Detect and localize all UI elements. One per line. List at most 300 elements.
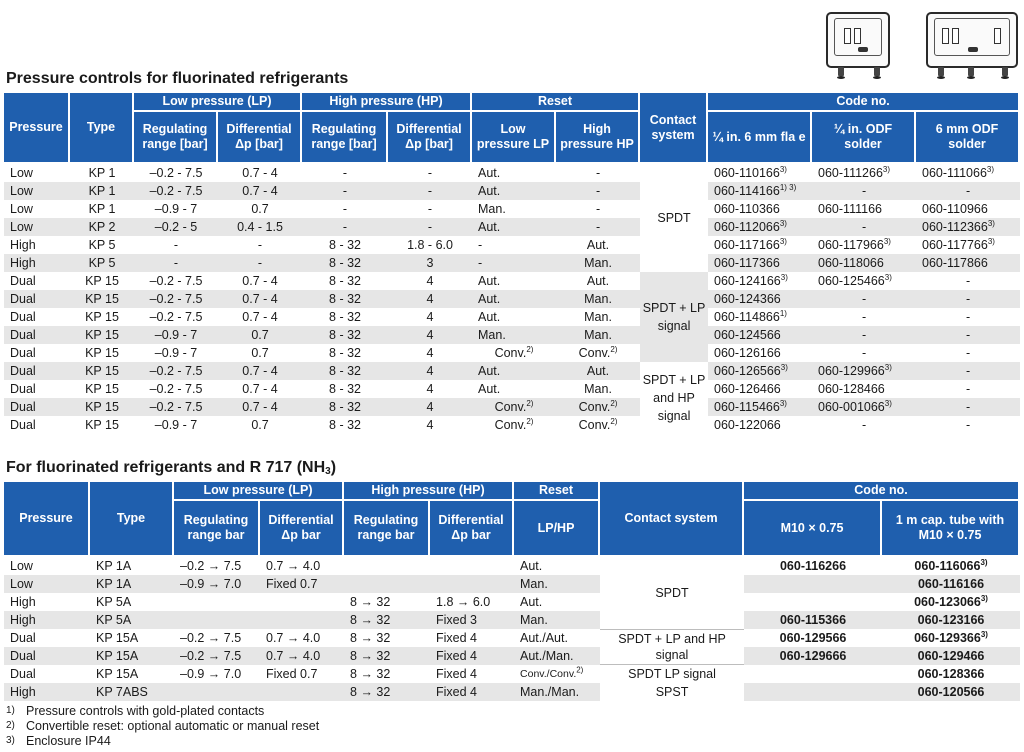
- code-6mm-cell: -: [916, 290, 1020, 308]
- group-low-pressure: Low pressure (LP): [174, 482, 344, 501]
- lp-diff-cell: 0.7: [218, 344, 302, 362]
- hp-diff-cell: 4: [388, 272, 472, 290]
- table1-title: Pressure controls for fluorinated refrigerants: [6, 70, 349, 87]
- hp-diff-cell: -: [388, 164, 472, 182]
- table-row: [4, 593, 1020, 611]
- col-hp-differential: Differential Δp bar: [430, 501, 514, 557]
- hp-range-cell: 8 - 32: [302, 380, 388, 398]
- lp-diff-cell: 0.7 - 4: [218, 164, 302, 182]
- type-cell: KP 7ABS: [90, 683, 174, 701]
- type-cell: KP 5A: [90, 611, 174, 629]
- lp-diff-cell: 0.7 - 4: [218, 308, 302, 326]
- code-cap-tube-cell: 060-129366$^{3)}$: [882, 629, 1020, 647]
- table-row: [4, 200, 1020, 218]
- reset-lp-cell: Conv.$^{2)}$: [472, 416, 556, 434]
- hp-range-cell: 8 - 32: [302, 344, 388, 362]
- type-cell: KP 5: [70, 254, 134, 272]
- hp-diff-cell: 4: [388, 308, 472, 326]
- footnote-mark: 3): [6, 735, 15, 746]
- code-odf-cell: 060-117966$^{3)}$: [812, 236, 916, 254]
- code-odf-cell: 060-129966$^{3)}$: [812, 362, 916, 380]
- code-odf-cell: -: [812, 416, 916, 434]
- reset-lp-cell: Aut.: [472, 272, 556, 290]
- footnote-text: Convertible reset: optional automatic or manual reset: [26, 719, 320, 733]
- code-odf-cell: -: [812, 308, 916, 326]
- lp-diff-cell: -: [218, 254, 302, 272]
- table-row: [4, 398, 1020, 416]
- col-contact-system: Contact system: [600, 482, 744, 557]
- pressure-cell: High: [4, 254, 70, 272]
- hp-range-cell: -: [302, 218, 388, 236]
- footnote: [6, 734, 319, 749]
- pressure-cell: Dual: [4, 629, 90, 647]
- code-cap-tube-cell: 060-123166: [882, 611, 1020, 629]
- type-cell: KP 1A: [90, 575, 174, 593]
- reset-cell: Man./Man.: [514, 683, 600, 701]
- reset-lp-cell: Aut.: [472, 218, 556, 236]
- hp-range-cell: -: [302, 182, 388, 200]
- code-6mm-cell: 060-111066$^{3)}$: [916, 164, 1020, 182]
- pressure-cell: Dual: [4, 308, 70, 326]
- lp-diff-cell: 0.7 - 4: [218, 398, 302, 416]
- code-6mm-cell: -: [916, 182, 1020, 200]
- hp-diff-cell: -: [388, 182, 472, 200]
- hp-range-cell: 8 → 32: [344, 665, 430, 683]
- reset-lp-cell: -: [472, 236, 556, 254]
- code-odf-cell: -: [812, 290, 916, 308]
- code-odf-cell: -: [812, 218, 916, 236]
- lp-range-cell: –0.9 - 7: [134, 416, 218, 434]
- lp-range-cell: [174, 593, 260, 611]
- hp-diff-cell: 4: [388, 380, 472, 398]
- pressure-cell: Dual: [4, 398, 70, 416]
- type-cell: KP 5A: [90, 593, 174, 611]
- lp-range-cell: –0.2 - 7.5: [134, 308, 218, 326]
- code-m10-cell: 060-129666: [744, 647, 882, 665]
- pressure-cell: Dual: [4, 362, 70, 380]
- group-reset: Reset: [472, 93, 640, 112]
- code-6mm-cell: -: [916, 272, 1020, 290]
- fluorinated-nh3-controls-table: [4, 482, 1020, 701]
- pressure-cell: Dual: [4, 647, 90, 665]
- col-lp-regulating-range: Regulating range bar: [174, 501, 260, 557]
- lp-range-cell: -: [134, 236, 218, 254]
- hp-range-cell: -: [302, 164, 388, 182]
- code-flare-cell: 060-110366: [708, 200, 812, 218]
- group-high-pressure: High pressure (HP): [344, 482, 514, 501]
- reset-hp-cell: Man.: [556, 290, 640, 308]
- table-row: [4, 254, 1020, 272]
- reset-lp-cell: Man.: [472, 326, 556, 344]
- code-m10-cell: 060-115366: [744, 611, 882, 629]
- col-reset-lp: Low pressure LP: [472, 112, 556, 164]
- code-odf-cell: 060-111166: [812, 200, 916, 218]
- table-row: [4, 164, 1020, 182]
- hp-diff-cell: 4: [388, 416, 472, 434]
- table-row: [4, 629, 1020, 647]
- code-m10-cell: 060-129566: [744, 629, 882, 647]
- reset-lp-cell: Aut.: [472, 164, 556, 182]
- hp-diff-cell: Fixed 4: [430, 665, 514, 683]
- lp-diff-cell: Fixed 0.7: [260, 575, 344, 593]
- lp-diff-cell: 0.7: [218, 200, 302, 218]
- type-cell: KP 15A: [90, 629, 174, 647]
- code-flare-cell: 060-112066$^{3)}$: [708, 218, 812, 236]
- reset-hp-cell: -: [556, 200, 640, 218]
- table-row: [4, 416, 1020, 434]
- reset-lp-cell: Conv.$^{2)}$: [472, 398, 556, 416]
- code-m10-cell: [744, 593, 882, 611]
- hp-diff-cell: -: [388, 200, 472, 218]
- code-6mm-cell: 060-117766$^{3)}$: [916, 236, 1020, 254]
- lp-diff-cell: 0.7: [218, 416, 302, 434]
- lp-range-cell: –0.9 → 7.0: [174, 575, 260, 593]
- reset-hp-cell: Man.: [556, 380, 640, 398]
- hp-diff-cell: -: [388, 218, 472, 236]
- reset-cell: Aut.: [514, 593, 600, 611]
- contact-system-cell: SPDT + LP and HP signal: [600, 629, 744, 665]
- col-lp-regulating-range: Regulating range [bar]: [134, 112, 218, 164]
- code-flare-cell: 060-117166$^{3)}$: [708, 236, 812, 254]
- code-6mm-cell: 060-112366$^{3)}$: [916, 218, 1020, 236]
- pressure-cell: Dual: [4, 665, 90, 683]
- code-cap-tube-cell: 060-116166: [882, 575, 1020, 593]
- hp-diff-cell: 1.8 → 6.0: [430, 593, 514, 611]
- code-flare-cell: 060-126466: [708, 380, 812, 398]
- hp-diff-cell: Fixed 3: [430, 611, 514, 629]
- hp-range-cell: 8 → 32: [344, 683, 430, 701]
- table-row: [4, 557, 1020, 575]
- code-cap-tube-cell: 060-116066$^{3)}$: [882, 557, 1020, 575]
- col-code-flare: ¼ in. 6 mm fla e: [708, 112, 812, 164]
- hp-diff-cell: Fixed 4: [430, 647, 514, 665]
- lp-diff-cell: 0.7: [218, 326, 302, 344]
- reset-hp-cell: Aut.: [556, 236, 640, 254]
- type-cell: KP 15: [70, 416, 134, 434]
- code-flare-cell: $060-114166^{1) 3)}$: [708, 182, 812, 200]
- hp-range-cell: [344, 557, 430, 575]
- reset-cell: Aut./Man.: [514, 647, 600, 665]
- code-6mm-cell: 060-110966: [916, 200, 1020, 218]
- type-cell: KP 15: [70, 326, 134, 344]
- code-odf-cell: -: [812, 182, 916, 200]
- hp-range-cell: 8 → 32: [344, 629, 430, 647]
- lp-diff-cell: [260, 683, 344, 701]
- hp-diff-cell: 4: [388, 362, 472, 380]
- col-lp-differential: Differential Δp [bar]: [218, 112, 302, 164]
- table-row: [4, 182, 1020, 200]
- pressure-cell: Dual: [4, 290, 70, 308]
- hp-diff-cell: 1.8 - 6.0: [388, 236, 472, 254]
- hp-diff-cell: Fixed 4: [430, 629, 514, 647]
- hp-range-cell: 8 - 32: [302, 308, 388, 326]
- type-cell: KP 1A: [90, 557, 174, 575]
- lp-diff-cell: -: [218, 236, 302, 254]
- code-flare-cell: 060-117366: [708, 254, 812, 272]
- pressure-cell: High: [4, 683, 90, 701]
- lp-range-cell: –0.2 - 7.5: [134, 164, 218, 182]
- col-code-odf: ¼ in. ODF solder: [812, 112, 916, 164]
- hp-range-cell: 8 - 32: [302, 416, 388, 434]
- lp-range-cell: –0.2 → 7.5: [174, 629, 260, 647]
- col-pressure: Pressure: [4, 93, 70, 164]
- lp-range-cell: –0.2 - 7.5: [134, 380, 218, 398]
- pressure-cell: Dual: [4, 344, 70, 362]
- type-cell: KP 2: [70, 218, 134, 236]
- code-odf-cell: 060-128466: [812, 380, 916, 398]
- kp-dual-control-image: [926, 12, 1018, 68]
- col-pressure: Pressure: [4, 482, 90, 557]
- code-flare-cell: 060-124166$^{3)}$: [708, 272, 812, 290]
- lp-range-cell: -: [134, 254, 218, 272]
- hp-range-cell: 8 - 32: [302, 362, 388, 380]
- reset-hp-cell: Man.: [556, 308, 640, 326]
- lp-diff-cell: 0.7 - 4: [218, 290, 302, 308]
- contact-system-cell: SPDT + LP signal: [640, 272, 708, 362]
- contact-system-cell: SPDT + LP and HP signal: [640, 362, 708, 434]
- reset-hp-cell: Conv.$^{2)}$: [556, 344, 640, 362]
- code-odf-cell: -: [812, 344, 916, 362]
- lp-range-cell: –0.2 - 7.5: [134, 398, 218, 416]
- reset-cell: Aut./Aut.: [514, 629, 600, 647]
- col-hp-regulating-range: Regulating range [bar]: [302, 112, 388, 164]
- table-row: [4, 290, 1020, 308]
- hp-range-cell: 8 - 32: [302, 254, 388, 272]
- group-low-pressure: Low pressure (LP): [134, 93, 302, 112]
- hp-diff-cell: [430, 557, 514, 575]
- lp-diff-cell: 0.7 - 4: [218, 362, 302, 380]
- pressure-cell: Low: [4, 182, 70, 200]
- code-cap-tube-cell: 060-120566: [882, 683, 1020, 701]
- hp-range-cell: 8 → 32: [344, 647, 430, 665]
- reset-hp-cell: Aut.: [556, 362, 640, 380]
- table-row: [4, 362, 1020, 380]
- table-row: [4, 218, 1020, 236]
- hp-diff-cell: [430, 575, 514, 593]
- reset-lp-cell: Aut.: [472, 308, 556, 326]
- hp-range-cell: [344, 575, 430, 593]
- pressure-cell: Low: [4, 200, 70, 218]
- code-flare-cell: 060-114866$^{1)}$: [708, 308, 812, 326]
- code-flare-cell: 060-126566$^{3)}$: [708, 362, 812, 380]
- reset-hp-cell: Conv.$^{2)}$: [556, 416, 640, 434]
- col-type: Type: [90, 482, 174, 557]
- lp-range-cell: –0.2 → 7.5: [174, 647, 260, 665]
- code-flare-cell: 060-122066: [708, 416, 812, 434]
- code-6mm-cell: -: [916, 398, 1020, 416]
- table-row: [4, 326, 1020, 344]
- group-code-no: Code no.: [744, 482, 1020, 501]
- table-row: [4, 575, 1020, 593]
- footnote-mark: 1): [6, 705, 15, 716]
- hp-range-cell: -: [302, 200, 388, 218]
- table-row: [4, 236, 1020, 254]
- lp-range-cell: –0.2 - 7.5: [134, 362, 218, 380]
- reset-lp-cell: Aut.: [472, 380, 556, 398]
- pressure-cell: High: [4, 611, 90, 629]
- type-cell: KP 15A: [90, 647, 174, 665]
- group-reset: Reset: [514, 482, 600, 501]
- lp-diff-cell: 0.7 - 4: [218, 272, 302, 290]
- lp-range-cell: –0.2 - 5: [134, 218, 218, 236]
- pressure-cell: Low: [4, 557, 90, 575]
- type-cell: KP 15: [70, 344, 134, 362]
- lp-range-cell: [174, 683, 260, 701]
- type-cell: KP 1: [70, 182, 134, 200]
- reset-cell: Man.: [514, 611, 600, 629]
- reset-lp-cell: Aut.: [472, 182, 556, 200]
- type-cell: KP 15: [70, 380, 134, 398]
- code-m10-cell: [744, 665, 882, 683]
- code-6mm-cell: -: [916, 380, 1020, 398]
- lp-range-cell: –0.9 → 7.0: [174, 665, 260, 683]
- pressure-cell: Low: [4, 218, 70, 236]
- code-6mm-cell: -: [916, 308, 1020, 326]
- pressure-cell: High: [4, 236, 70, 254]
- fluorinated-pressure-controls-table: [4, 93, 1020, 434]
- code-m10-cell: 060-116266: [744, 557, 882, 575]
- code-cap-tube-cell: 060-123066$^{3)}$: [882, 593, 1020, 611]
- lp-diff-cell: [260, 593, 344, 611]
- group-high-pressure: High pressure (HP): [302, 93, 472, 112]
- col-contact-system: Contact system: [640, 93, 708, 164]
- pressure-cell: Dual: [4, 326, 70, 344]
- table-row: [4, 308, 1020, 326]
- reset-cell: Conv./Conv.$^{2)}$: [514, 665, 600, 683]
- lp-diff-cell: 0.7 - 4: [218, 182, 302, 200]
- reset-hp-cell: -: [556, 164, 640, 182]
- code-flare-cell: 060-115466$^{3)}$: [708, 398, 812, 416]
- footnotes: [6, 704, 319, 749]
- code-odf-cell: 060-001066$^{3)}$: [812, 398, 916, 416]
- col-type: Type: [70, 93, 134, 164]
- code-6mm-cell: -: [916, 362, 1020, 380]
- reset-hp-cell: -: [556, 218, 640, 236]
- col-code-6mm: 6 mm ODF solder: [916, 112, 1020, 164]
- hp-range-cell: 8 - 32: [302, 272, 388, 290]
- footnote: [6, 704, 319, 719]
- table-row: [4, 683, 1020, 701]
- code-6mm-cell: -: [916, 326, 1020, 344]
- footnote-text: Enclosure IP44: [26, 734, 111, 748]
- type-cell: KP 15A: [90, 665, 174, 683]
- type-cell: KP 5: [70, 236, 134, 254]
- pressure-cell: Dual: [4, 416, 70, 434]
- lp-diff-cell: 0.7 - 4: [218, 380, 302, 398]
- col-lp-differential: Differential Δp bar: [260, 501, 344, 557]
- contact-system-cell: SPDT: [640, 164, 708, 272]
- hp-diff-cell: 4: [388, 398, 472, 416]
- reset-hp-cell: Aut.: [556, 272, 640, 290]
- group-code-no: Code no.: [708, 93, 1020, 112]
- hp-range-cell: 8 - 32: [302, 236, 388, 254]
- pressure-cell: High: [4, 593, 90, 611]
- table-row: [4, 380, 1020, 398]
- contact-system-cell: SPST: [600, 683, 744, 701]
- code-odf-cell: 060-111266$^{3)}$: [812, 164, 916, 182]
- footnote-text: Pressure controls with gold-plated contacts: [26, 704, 265, 718]
- code-flare-cell: 060-124566: [708, 326, 812, 344]
- reset-hp-cell: Man.: [556, 254, 640, 272]
- pressure-cell: Low: [4, 164, 70, 182]
- reset-lp-cell: Aut.: [472, 362, 556, 380]
- footnote-mark: 2): [6, 720, 15, 731]
- table-row: [4, 647, 1020, 665]
- reset-hp-cell: -: [556, 182, 640, 200]
- col-code-cap-tube: 1 m cap. tube with M10 × 0.75: [882, 501, 1020, 557]
- hp-diff-cell: 4: [388, 344, 472, 362]
- type-cell: KP 15: [70, 308, 134, 326]
- hp-range-cell: 8 - 32: [302, 326, 388, 344]
- code-cap-tube-cell: 060-129466: [882, 647, 1020, 665]
- reset-hp-cell: Conv.$^{2)}$: [556, 398, 640, 416]
- pressure-cell: Dual: [4, 272, 70, 290]
- lp-diff-cell: [260, 611, 344, 629]
- col-code-m10: M10 × 0.75: [744, 501, 882, 557]
- contact-system-cell: SPDT LP signal: [600, 665, 744, 683]
- table-row: [4, 272, 1020, 290]
- code-odf-cell: 060-118066: [812, 254, 916, 272]
- reset-hp-cell: Man.: [556, 326, 640, 344]
- code-6mm-cell: -: [916, 344, 1020, 362]
- type-cell: KP 15: [70, 272, 134, 290]
- hp-diff-cell: Fixed 4: [430, 683, 514, 701]
- lp-range-cell: –0.9 - 7: [134, 344, 218, 362]
- code-6mm-cell: -: [916, 416, 1020, 434]
- lp-diff-cell: 0.4 - 1.5: [218, 218, 302, 236]
- code-flare-cell: 060-124366: [708, 290, 812, 308]
- footnote: [6, 719, 319, 734]
- hp-diff-cell: 3: [388, 254, 472, 272]
- reset-cell: Man.: [514, 575, 600, 593]
- col-reset-hp: High pressure HP: [556, 112, 640, 164]
- pressure-cell: Dual: [4, 380, 70, 398]
- type-cell: KP 1: [70, 200, 134, 218]
- code-flare-cell: 060-110166$^{3)}$: [708, 164, 812, 182]
- table-row: [4, 611, 1020, 629]
- type-cell: KP 15: [70, 398, 134, 416]
- code-m10-cell: [744, 575, 882, 593]
- reset-cell: Aut.: [514, 557, 600, 575]
- col-hp-differential: Differential Δp [bar]: [388, 112, 472, 164]
- lp-range-cell: –0.2 - 7.5: [134, 272, 218, 290]
- hp-range-cell: 8 → 32: [344, 593, 430, 611]
- hp-diff-cell: 4: [388, 290, 472, 308]
- reset-lp-cell: Conv.$^{2)}$: [472, 344, 556, 362]
- lp-range-cell: –0.2 → 7.5: [174, 557, 260, 575]
- lp-diff-cell: Fixed 0.7: [260, 665, 344, 683]
- hp-range-cell: 8 - 32: [302, 290, 388, 308]
- reset-lp-cell: -: [472, 254, 556, 272]
- lp-range-cell: –0.9 - 7: [134, 200, 218, 218]
- contact-system-cell: SPDT: [600, 557, 744, 629]
- col-hp-regulating-range: Regulating range bar: [344, 501, 430, 557]
- reset-lp-cell: Man.: [472, 200, 556, 218]
- type-cell: KP 1: [70, 164, 134, 182]
- code-flare-cell: 060-126166: [708, 344, 812, 362]
- hp-range-cell: 8 - 32: [302, 398, 388, 416]
- table-row: [4, 344, 1020, 362]
- hp-diff-cell: 4: [388, 326, 472, 344]
- code-odf-cell: 060-125466$^{3)}$: [812, 272, 916, 290]
- hp-range-cell: 8 → 32: [344, 611, 430, 629]
- lp-range-cell: [174, 611, 260, 629]
- lp-range-cell: –0.9 - 7: [134, 326, 218, 344]
- table-row: [4, 665, 1020, 683]
- lp-range-cell: –0.2 - 7.5: [134, 290, 218, 308]
- table2-title: For fluorinated refrigerants and R 717 $(NH_3)$: [6, 459, 337, 477]
- type-cell: KP 15: [70, 290, 134, 308]
